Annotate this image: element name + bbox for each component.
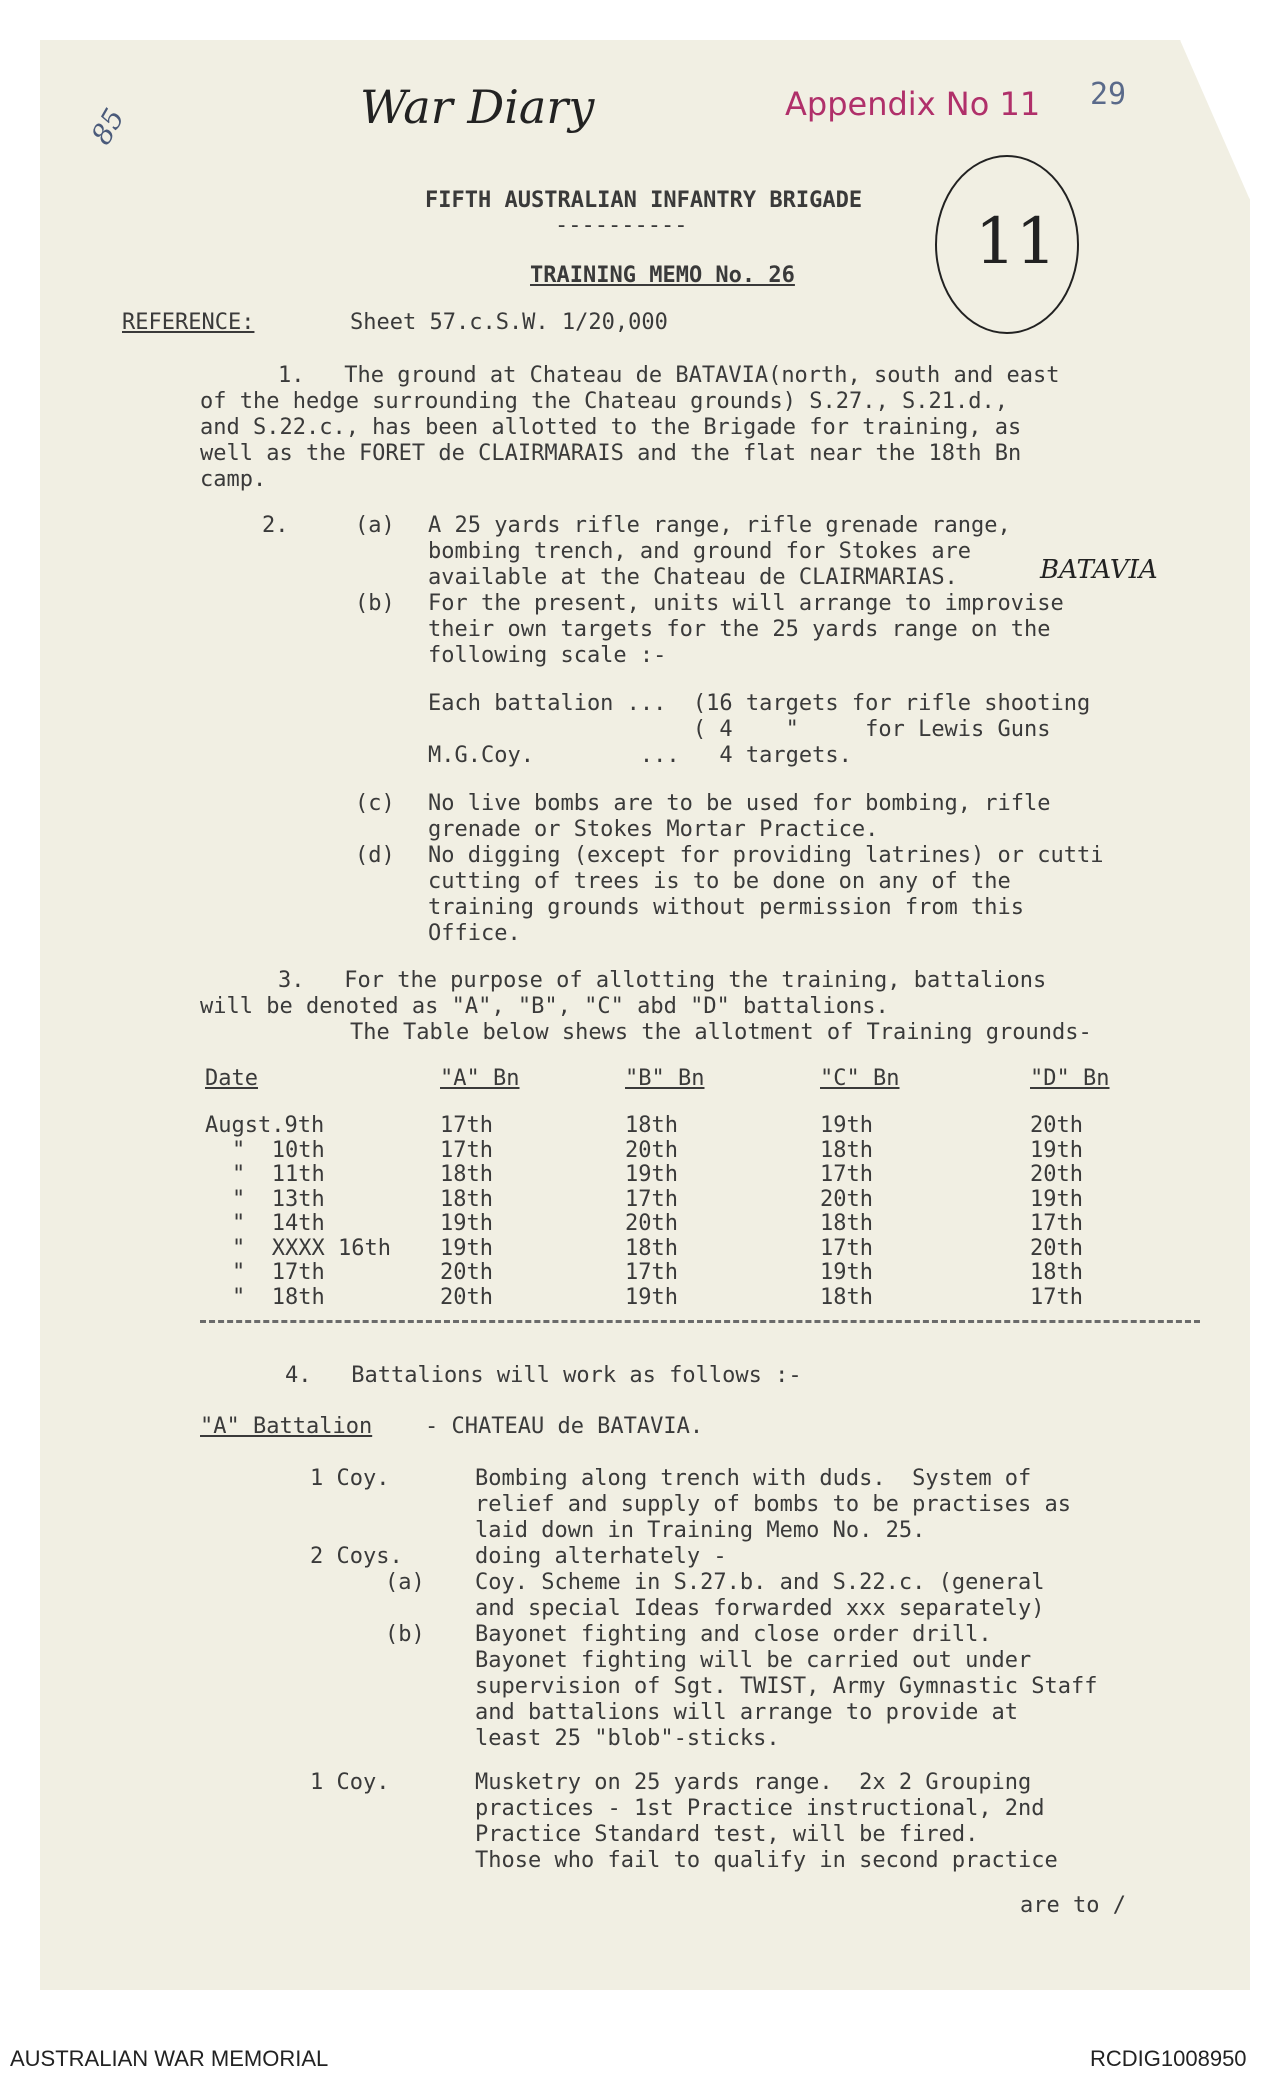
table-cell: 20th [625, 1211, 678, 1236]
coy3-line-1: Musketry on 25 yards range. 2x 2 Grouping [475, 1770, 1032, 1795]
war-diary-handwriting: War Diary [360, 80, 595, 134]
table-cell: 18th [440, 1186, 493, 1212]
table-cell: 19th [440, 1235, 493, 1261]
p2a-label: (a) [355, 513, 395, 538]
a-battalion-heading: "A" Battalion [200, 1414, 373, 1439]
coy1-line-2: relief and supply of bombs to be practises as [475, 1492, 1072, 1517]
appendix-stamp: Appendix No 11 [785, 85, 1041, 123]
table-cell: " 11th [232, 1162, 325, 1187]
table-cell: 17th [625, 1186, 678, 1212]
scale-row-2: ( 4 " for Lewis Guns [428, 717, 1051, 742]
table-cell: " XXXX 16th [232, 1235, 391, 1261]
reference-label: REFERENCE: [122, 310, 255, 335]
table-cell: 20th [1030, 1235, 1083, 1261]
coy3-line-2: practices - 1st Practice instructional, 2nd [475, 1796, 1045, 1821]
table-cell: 19th [1030, 1186, 1083, 1212]
p1-line-1: 1. The ground at Chateau de BATAVIA(north, south and east [278, 363, 1060, 388]
table-cell: 17th [440, 1113, 493, 1138]
coys2-b-line-5: least 25 "blob"-sticks. [475, 1726, 780, 1751]
table-cell: 18th [625, 1113, 678, 1138]
table-cell: 20th [1030, 1113, 1083, 1138]
a-battalion-heading-rest: - CHATEAU de BATAVIA. [425, 1414, 704, 1439]
coy3-label: 1 Coy. [310, 1770, 390, 1795]
table-header-cell: Date [205, 1066, 258, 1091]
table-cell: 17th [820, 1235, 873, 1261]
table-cell: 19th [1030, 1137, 1083, 1163]
page-number: 29 [1090, 77, 1127, 112]
table-cell: 18th [1030, 1260, 1083, 1285]
coys2-a-label: (a) [385, 1570, 425, 1595]
p4-line: 4. Battalions will work as follows :- [285, 1363, 802, 1388]
side-number: 85 [84, 102, 132, 151]
p2c-label: (c) [355, 791, 395, 816]
p2d-line-3: training grounds without permission from this [428, 895, 1025, 920]
coys2-b-line-4: and battalions will arrange to provide at [475, 1700, 1019, 1725]
table-cell: " 17th [232, 1260, 325, 1285]
table-header-cell: "B" Bn [625, 1066, 705, 1091]
batavia-correction: BATAVIA [1040, 555, 1158, 585]
table-cell: 20th [440, 1284, 493, 1310]
p2b-line-3: following scale :- [428, 643, 667, 668]
coys2-a-line-2: and special Ideas forwarded xxx separately) [475, 1596, 1045, 1621]
table-cell: " 10th [232, 1137, 325, 1163]
footer-left: AUSTRALIAN WAR MEMORIAL [10, 2046, 329, 2071]
table-cell: 18th [440, 1162, 493, 1187]
table-cell: 18th [820, 1211, 873, 1236]
coy1-line-3: laid down in Training Memo No. 25. [475, 1518, 926, 1543]
table-cell: 20th [820, 1186, 873, 1212]
table-header-cell: "C" Bn [820, 1066, 900, 1091]
p2d-label: (d) [355, 843, 395, 868]
coys2-b-label: (b) [385, 1622, 425, 1647]
brigade-title: FIFTH AUSTRALIAN INFANTRY BRIGADE [425, 188, 863, 213]
footer-right: RCDIG1008950 [1090, 2046, 1247, 2071]
table-cell: 20th [440, 1260, 493, 1285]
p2d-line-2: cutting of trees is to be done on any of the [428, 869, 1011, 894]
table-divider [200, 1320, 1200, 1323]
table-cell: 20th [1030, 1162, 1083, 1187]
coys2-a-line-1: Coy. Scheme in S.27.b. and S.22.c. (general [475, 1570, 1045, 1595]
table-cell: " 14th [232, 1211, 325, 1236]
continued-note: are to / [1020, 1893, 1126, 1918]
coys2-b-line-3: supervision of Sgt. TWIST, Army Gymnastic Staff [475, 1674, 1098, 1699]
memo-title: TRAINING MEMO No. 26 [530, 263, 795, 288]
p1-line-5: camp. [200, 467, 267, 492]
table-cell: 19th [820, 1260, 873, 1285]
table-cell: 17th [820, 1162, 873, 1187]
title-dashes: ---------- [555, 213, 688, 238]
coys2-label: 2 Coys. [310, 1544, 403, 1569]
table-cell: 17th [1030, 1284, 1083, 1310]
circled-number: 11 [975, 205, 1057, 279]
p3-line-1: 3. For the purpose of allotting the training, battalions [278, 968, 1047, 993]
scale-row-3: M.G.Coy. ... 4 targets. [428, 743, 852, 768]
table-cell: 19th [625, 1284, 678, 1310]
p2-number: 2. [262, 513, 289, 538]
coy3-line-3: Practice Standard test, will be fired. [475, 1822, 979, 1847]
table-cell: 20th [625, 1137, 678, 1163]
coy1-line-1: Bombing along trench with duds. System of [475, 1466, 1032, 1491]
coys2-intro: doing alterhately - [475, 1544, 727, 1569]
p3-line-2: will be denoted as "A", "B", "C" abd "D" battalions. [200, 994, 889, 1019]
p2d-line-1: No digging (except for providing latrines) or cutti [428, 843, 1104, 868]
table-cell: " 18th [232, 1284, 325, 1310]
reference-value: Sheet 57.c.S.W. 1/20,000 [350, 310, 668, 335]
table-cell: 17th [625, 1260, 678, 1285]
p2b-line-2: their own targets for the 25 yards range on the [428, 617, 1051, 642]
p2b-line-1: For the present, units will arrange to improvise [428, 591, 1064, 616]
p1-line-3: and S.22.c., has been allotted to the Brigade for training, as [200, 415, 1022, 440]
p3-line-3: The Table below shews the allotment of Training grounds- [350, 1020, 1092, 1045]
table-cell: 18th [820, 1284, 873, 1310]
table-cell: 17th [1030, 1211, 1083, 1236]
p1-line-4: well as the FORET de CLAIRMARAIS and the flat near the 18th Bn [200, 441, 1022, 466]
table-cell: 19th [820, 1113, 873, 1138]
table-cell: 19th [625, 1162, 678, 1187]
table-cell: " 13th [232, 1186, 325, 1212]
p2d-line-4: Office. [428, 921, 521, 946]
p2a-line-1: A 25 yards rifle range, rifle grenade range, [428, 513, 1011, 538]
table-cell: 17th [440, 1137, 493, 1163]
p2b-label: (b) [355, 591, 395, 616]
scale-row-1: Each battalion ... (16 targets for rifle shooting [428, 691, 1091, 716]
p2c-line-1: No live bombs are to be used for bombing, rifle [428, 791, 1051, 816]
coy3-line-4: Those who fail to qualify in second practice [475, 1848, 1058, 1873]
table-cell: Augst.9th [205, 1113, 325, 1138]
table-cell: 18th [625, 1235, 678, 1261]
table-header-cell: "A" Bn [440, 1066, 520, 1091]
p1-line-2: of the hedge surrounding the Chateau grounds) S.27., S.21.d., [200, 389, 1008, 414]
p2a-line-3: available at the Chateau de CLAIRMARIAS. [428, 565, 958, 590]
coy1-label: 1 Coy. [310, 1466, 390, 1491]
table-cell: 19th [440, 1211, 493, 1236]
p2a-line-2: bombing trench, and ground for Stokes are [428, 539, 972, 564]
table-header-cell: "D" Bn [1030, 1066, 1110, 1091]
coys2-b-line-1: Bayonet fighting and close order drill. [475, 1622, 992, 1647]
p2c-line-2: grenade or Stokes Mortar Practice. [428, 817, 879, 842]
coys2-b-line-2: Bayonet fighting will be carried out under [475, 1648, 1032, 1673]
table-cell: 18th [820, 1137, 873, 1163]
